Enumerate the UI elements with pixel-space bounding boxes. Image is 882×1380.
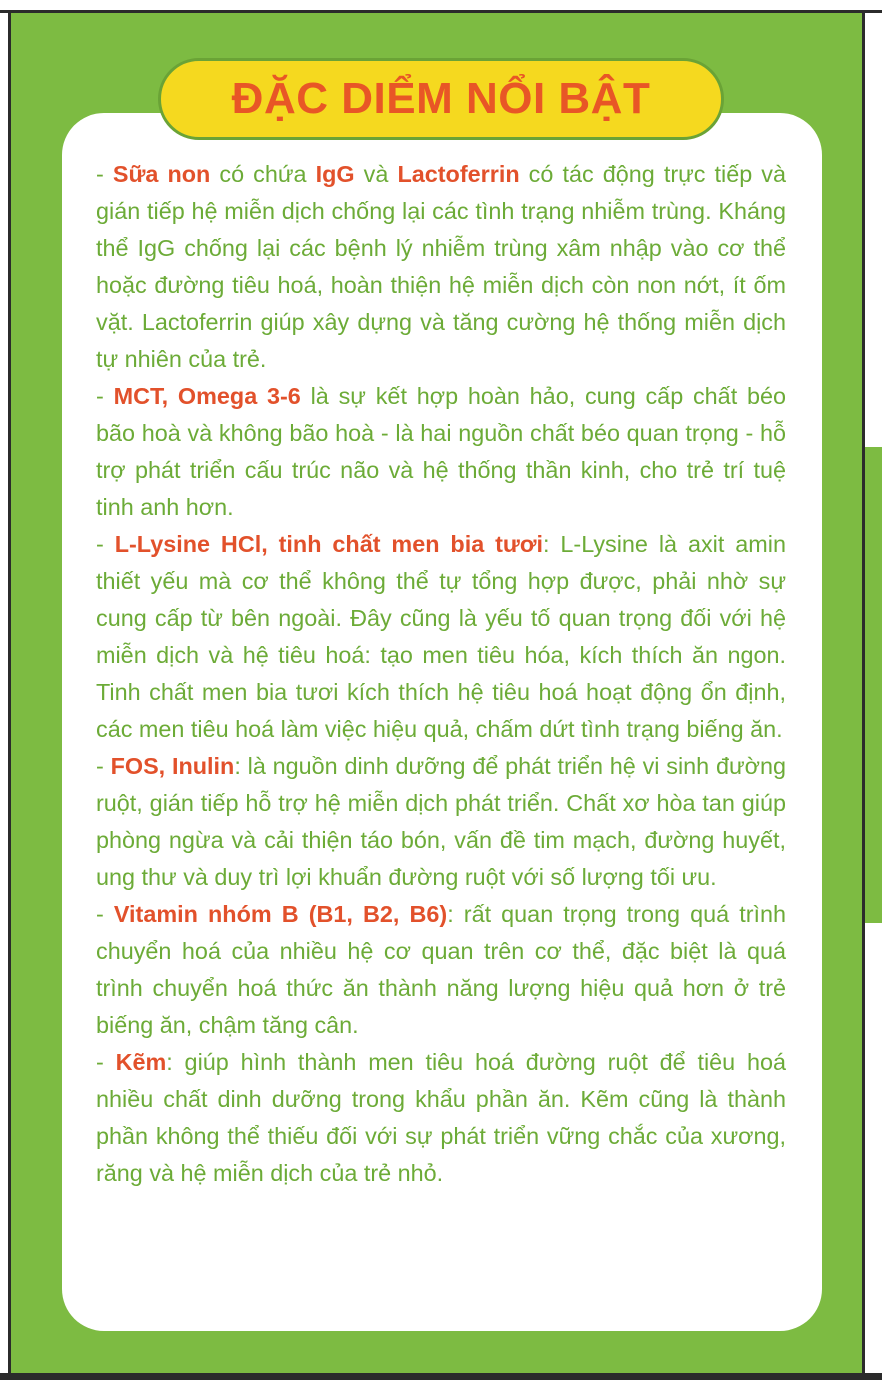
paragraph-prefix: - xyxy=(96,531,115,557)
body-text: là sự kết hợp hoàn hảo, cung cấp chất béo bão hoà và không bão hoà - là hai nguồn chất béo quan trọng - hỗ trợ phát triển cấu trúc não và hệ thống thần kinh, cho trẻ trí tuệ tinh anh hơn. xyxy=(96,383,787,520)
highlight-term: L-Lysine HCl, tinh chất men bia tươi xyxy=(114,531,543,557)
page-title: ĐẶC DIỂM NỔI BẬT xyxy=(231,74,651,123)
paragraph-prefix: - xyxy=(96,161,113,187)
highlight-term: Kẽm xyxy=(115,1049,167,1075)
right-edge-green-block xyxy=(865,447,882,923)
paragraph-prefix: - xyxy=(96,1049,116,1075)
feature-paragraph xyxy=(96,896,786,1044)
paragraph-prefix: - xyxy=(96,901,114,927)
bottom-border xyxy=(0,1373,882,1380)
feature-paragraph xyxy=(96,378,786,526)
highlight-term: MCT, Omega 3-6 xyxy=(113,383,301,409)
top-border xyxy=(0,0,882,13)
paragraph-prefix: - xyxy=(96,753,111,779)
body-text: : là nguồn dinh dưỡng để phát triển hệ vi sinh đường ruột, gián tiếp hỗ trợ hệ miễn dịch phát triển. Chất xơ hòa tan giúp phòng ngừa và cải thiện táo bón, vấn đề tim mạch, đường huyết, ung thư và duy trì lợi khuẩn đường ruột với số lượng tối ưu. xyxy=(96,753,786,890)
feature-paragraph xyxy=(96,1044,786,1192)
body-text: : rất quan trọng trong quá trình chuyển hoá của nhiều hệ cơ quan trên cơ thể, đặc biệt là quá trình chuyển hoá thức ăn thành năng lượng hiệu quả hơn ở trẻ biếng ăn, chậm tăng cân. xyxy=(96,901,786,1038)
paragraph-prefix: - xyxy=(96,383,114,409)
body-text: : L-Lysine là axit amin thiết yếu mà cơ thể không thể tự tổng hợp được, phải nhờ sự cung cấp từ bên ngoài. Đây cũng là yếu tố quan trọng đối với hệ miễn dịch và hệ tiêu hoá: tạo men tiêu hóa, kích thích ăn ngon. Tinh chất men bia tươi kích thích hệ tiêu hoá hoạt động ổn định, các men tiêu hoá làm việc hiệu quả, chấm dứt tình trạng biếng ăn. xyxy=(96,531,786,742)
feature-paragraph xyxy=(96,526,786,748)
feature-list xyxy=(96,156,786,1192)
highlight-term: Lactoferrin xyxy=(397,161,520,187)
title-banner xyxy=(158,58,724,140)
body-text: có chứa xyxy=(210,161,316,187)
highlight-term: Sữa non xyxy=(112,161,211,187)
feature-paragraph xyxy=(96,156,786,378)
feature-paragraph xyxy=(96,748,786,896)
highlight-term: IgG xyxy=(315,161,355,187)
highlight-term: Vitamin nhóm B (B1, B2, B6) xyxy=(113,901,448,927)
left-border-strip xyxy=(0,13,11,1380)
body-text: có tác động trực tiếp và gián tiếp hệ miễn dịch chống lại các tình trạng nhiễm trùng. Kháng thể IgG chống lại các bệnh lý nhiễm trùng xâm nhập vào cơ thể hoặc đường tiêu hoá, hoàn thiện hệ miễn dịch còn non nớt, ít ốm vặt. Lactoferrin giúp xây dựng và tăng cường hệ thống miễn dịch tự nhiên của trẻ. xyxy=(96,161,786,372)
body-text: và xyxy=(354,161,398,187)
body-text: : giúp hình thành men tiêu hoá đường ruột để tiêu hoá nhiều chất dinh dưỡng trong khẩu phần ăn. Kẽm cũng là thành phần không thể thiếu đối với sự phát triển vững chắc của xương, răng và hệ miễn dịch của trẻ nhỏ. xyxy=(96,1049,786,1186)
highlight-term: FOS, Inulin xyxy=(110,753,235,779)
